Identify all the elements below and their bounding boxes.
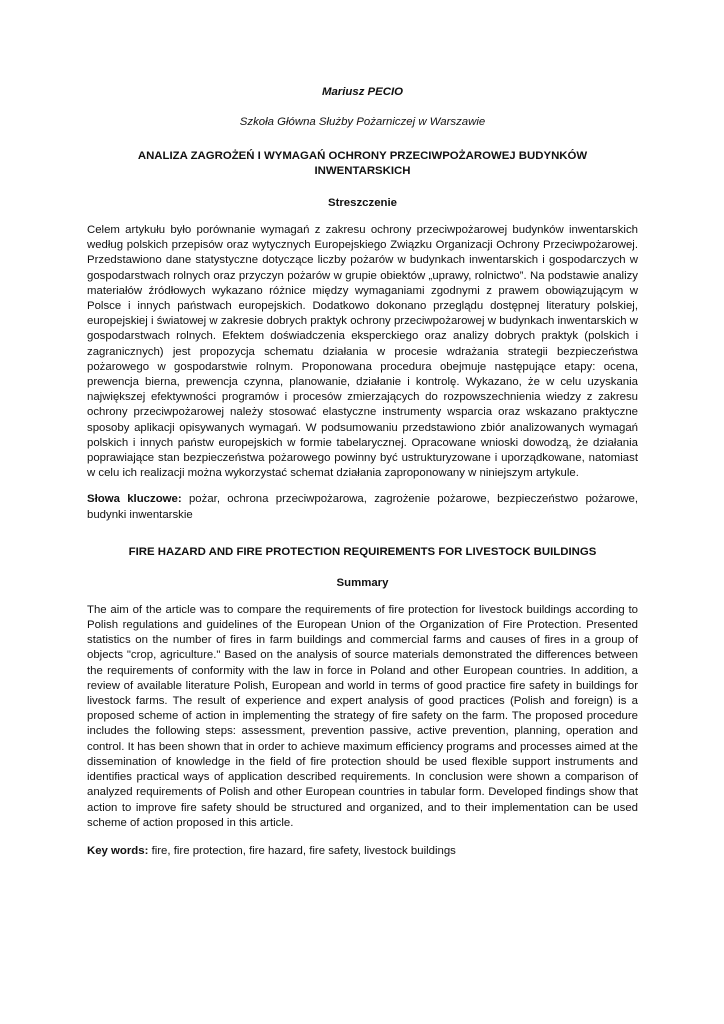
polish-summary-heading: Streszczenie xyxy=(327,197,397,209)
english-abstract: The aim of the article was to compare the requirements of fire protection for livestock buildings according to Polish regulations and guidelines of the European Union of the Organization of Fire Protection. Presented statistics on the number of fires in farm buildings and commercial farms and causes of fires in a group of objects "crop, agriculture." Based on the analysis of source materials demonstrated the differences between the requirements of conformity with the law in force in Poland and other European countries. In addition, a review of available literature Polish, European and world in terms of good practice fire safety in buildings for livestock farms. The result of experience and expert analysis of good practices (Polish and foreign) is a proposed scheme of action in implementing the strategy of fire safety on the farm. The proposed procedure includes the following steps: assessment, prevention passive, active prevention, planning, operation and control. It has been shown that in order to achieve maximum efficiency programs and processes aimed at the dissemination of knowledge in the field of fire protection should be used flexible support instruments and identifies practical ways of application described requirements. In conclusion were shown a comparison of analyzed requirements of Polish and other European countries in tabular form. Developed findings show that action to improve fire safety should be structured and organized, and to their implementation can be used scheme of action proposed in this article. xyxy=(87,603,638,829)
english-summary-heading: Summary xyxy=(336,576,389,589)
english-title: FIRE HAZARD AND FIRE PROTECTION REQUIREMENTS FOR LIVESTOCK BUILDINGS xyxy=(128,545,597,558)
polish-keywords-list: pożar, ochrona przeciwpożarowa, zagrożenie pożarowe, bezpieczeństwo pożarowe, budynki inwentarskie xyxy=(87,493,639,521)
paper-page xyxy=(87,84,638,859)
english-keywords-list: fire, fire protection, fire hazard, fire safety, livestock buildings xyxy=(148,844,456,857)
english-keywords-label: Key words: xyxy=(87,844,149,857)
english-keywords xyxy=(87,844,638,859)
author-name: Mariusz PECIO xyxy=(321,86,404,98)
polish-abstract: Celem artykułu było porównanie wymagań z zakresu ochrony przeciwpożarowej budynków inwentarskich według polskich przepisów oraz wytycznych Europejskiego Związku Organizacji Ochrony Przeciwpożarowej. Przedstawiono dane statystyczne dotyczące liczby pożarów w budynkach inwentarskich i gospodarczych w gospodarstwach rolnych oraz przyczyn pożarów w grupie obiektów „uprawy, rolnictwo”. Na podstawie analizy materiałów źródłowych wykazano różnice między wymaganiami zgodnymi z prawem obowiązującym w Polsce i innych państwach europejskich. Dodatkowo dokonano przeglądu dostępnej literatury polskiej, europejskiej i światowej w zakresie dobrych praktyk ochrony przeciwpożarowej w budynkach inwentarskich w gospodarstwach rolnych. Efektem doświadczenia eksperckiego oraz analizy dobrych praktyk (polskich i zagranicznych) jest propozycja schematu działania w procesie wdrażania strategii bezpieczeństwa pożarowego w gospodarstwie rolnym. Proponowana procedura obejmuje następujące etapy: ocena, prewencja bierna, prewencja czynna, planowanie, działanie i kontrolę. Wykazano, że w celu uzyskania największej efektywności programów i procesów zmierzających do rozpowszechnienia wiedzy z zakresu ochrony przeciwpożarowej należy stosować elastyczne instrumenty wsparcia oraz wskazano praktyczne sposoby aplikacji opisywanych wymagań. W podsumowaniu przedstawiono zbiór analizowanych wymagań polskich i innych państw europejskich w formie tabelarycznej. Opracowane wnioski dowodzą, że działania poprawiające stan bezpieczeństwa pożarowego powinny być ustrukturyzowane i uporządkowane, natomiast w celu ich realizacji można wykorzystać schemat działania zaproponowany w niniejszym artykule. xyxy=(87,224,638,480)
polish-keywords-label: Słowa kluczowe: xyxy=(87,493,182,506)
polish-title: ANALIZA ZAGROŻEŃ I WYMAGAŃ OCHRONY PRZECIWPOŻAROWEJ BUDYNKÓW INWENTARSKICH xyxy=(137,150,588,177)
polish-keywords xyxy=(87,492,638,522)
author-affiliation: Szkoła Główna Służby Pożarniczej w Warszawie xyxy=(239,116,486,128)
